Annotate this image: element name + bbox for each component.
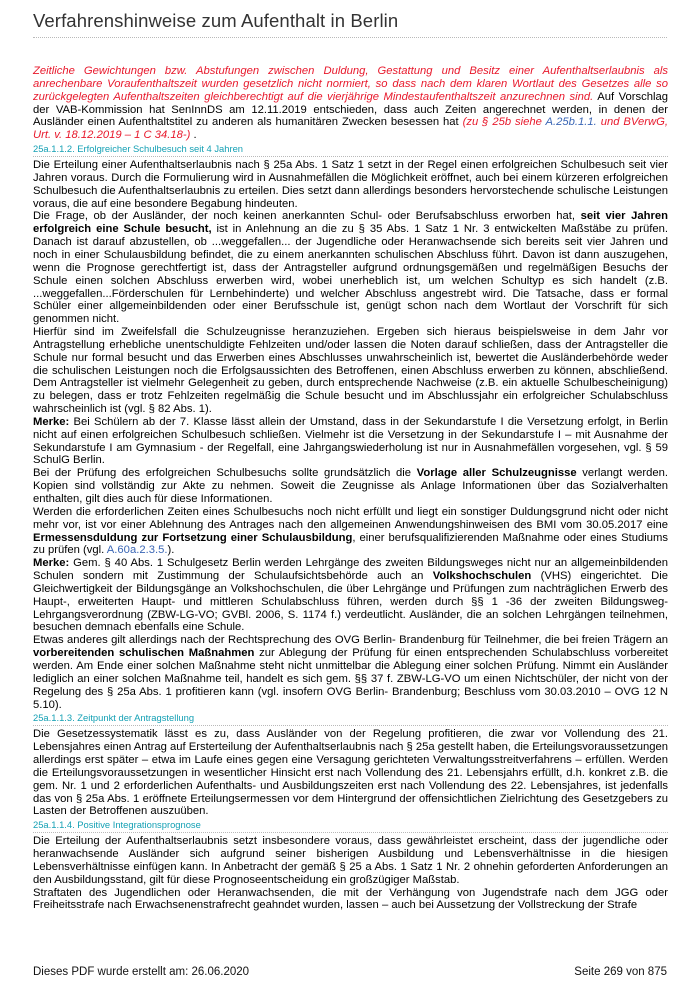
footer-created-date: Dieses PDF wurde erstellt am: 26.06.2020 — [33, 966, 250, 978]
paragraph: Die Gesetzessystematik lässt es zu, dass Ausländer von der Regelung profitieren, die zwar vor Vollendung des 21. Lebensjahres einen Antrag auf Ersterteilung der Aufenthaltserlaubnis nach § 25a gestellt haben, die Erteilungsvoraussetzungen allerdings erst später – etwa im Laufe eines gegen eine Versagung gerichteten Verwaltungsstreitverfahrens – erfüllen. Werden die Erteilungsvoraussetzungen in wesentlicher Hinsicht erst nach Vollendung des 21. Lebensjahrs erfüllt, d.h. konkret z.B. die gem. Nr. 1 und 2 erforderlichen Aufenthalts- und Ausbildungszeiten erst nach Vollendung des 22. Lebensjahres, ist jedenfalls das von § 25a Abs. 1 eröffnete Erteilungsermessen vor dem Hintergrund der offensichtlichen Zielrichtung des Gesetzgebers zu Lasten der Betroffenen auszuüben. — [33, 728, 668, 818]
text: Bei der Prüfung des erfolgreichen Schulbesuchs sollte grundsätzlich die — [33, 467, 417, 480]
text: (VHS) eingerichtet. Die Gleichwertigkeit der Bildungsgänge an Volkshochschulen, die über Lehrgänge und Prüfungen zum nachträglichen Erwerb des Haupt-, erweiterten Haupt- und mittleren Schulabschluss führen, werden durch §§ 1 -36 der zweiten Bildungsweg- Lehrgangsverordnung (ZBW-LG-VO; GVBl. 2006, S. 1174 f.) verdeutlicht. Ausländer, die an solchen Lehrgängen teilnehmen, besuchen demnach ebenfalls eine Schule. — [33, 570, 668, 634]
paragraph: Die Erteilung der Aufenthaltserlaubnis setzt insbesondere voraus, dass gewährleistet erscheint, dass der jugendliche oder heranwachsende Ausländer sich aufgrund seiner bisherigen Ausbildung und Lebensverhältnisse in die hiesigen Lebensverhältnisse einfügen kann. In Anbetracht der gemäß § 25 a Abs. 1 Satz 1 Nr. 2 ohnehin geforderten Anforderungen an den Ausbildungsstand, gilt für diese Prognoseentscheidung ein großzügiger Maßstab. — [33, 835, 668, 886]
paragraph — [33, 467, 668, 506]
page-footer — [33, 966, 667, 978]
paragraph — [33, 634, 668, 711]
intro-ref-b: und BVerwG, Urt. v. 18.12.2019 – 1 C 34.18-) — [33, 116, 668, 142]
page-title: Verfahrenshinweise zum Aufenthalt in Berlin — [33, 10, 667, 38]
link-a25b[interactable]: A.25b.1.1. — [545, 116, 597, 129]
text: ). — [167, 544, 175, 557]
text: ist in Anlehnung an die zu § 35 Abs. 1 Satz 1 Nr. 3 entwickelten Maßstäbe zu prüfen. Danach ist darauf abzustellen, ob ...weggefallen... der Jugendliche oder Heranwachsende sich bereits seit vier Jahren und noch in einer Schulausbildung befindet, die zu einem anerkannten schulischen Abschluss führt. Davon ist dann auszugehen, wenn die Prognose gerechtfertigt ist, dass der Antragsteller aufgrund ordnungsgemäßen und regelmäßigen Besuchs der Schule einen solchen Abschluss erwerben wird, wobei unerheblich ist, um welchen Schultyp es sich handelt (z.B. ...weggefallen...Förderschulen für Lernbehinderte) und welcher Abschluss angestrebt wird. Die Tatsache, dass er formal Schüler einer allgemeinbildenden oder einer Berufsschule ist, genügt schon nach dem Wortlaut der Vorschrift für sich genommen nicht. — [33, 223, 668, 326]
document-body — [33, 65, 668, 912]
intro-black-text: Auf Vorschlag der VAB-Kommission hat SenInnDS am 12.11.2019 entschieden, dass auch Zeiten angerechnet werden, in denen der Ausländer einen Aufenthaltstitel zu anderen als humanitären Zwecken besessen hat — [33, 90, 668, 129]
text: Werden die erforderlichen Zeiten eines Schulbesuchs noch nicht erfüllt und liegt ein sonstiger Duldungsgrund nicht oder nicht mehr vor, ist vor einer Ablehnung des Antrages nach den allgemeinen Anwendungshinweisen des BMI vom 30.05.2017 eine — [33, 505, 668, 531]
text: Bei Schülern ab der 7. Klasse lässt allein der Umstand, dass in der Sekundarstufe I die Versetzung erfolgt, in Berlin nicht auf einen erfolgreichen Schulbesuch schließen. Vielmehr ist die Versetzung in der Sekundarstufe I – mit Ausnahme der Sekundarstufe I am Gymnasium - der Regelfall, eine Jahrgangswiederholung ist nur in Ausnahmefällen vorgesehen, vgl. § 59 SchulG Berlin. — [33, 415, 668, 467]
section-heading-25a-1-1-3: 25a.1.1.3. Zeitpunkt der Antragstellung — [33, 712, 668, 726]
intro-ref-a: (zu § 25b siehe — [462, 116, 546, 129]
section-heading-25a-1-1-2: 25a.1.1.2. Erfolgreicher Schulbesuch seit 4 Jahren — [33, 143, 668, 157]
merke-paragraph — [33, 557, 668, 634]
text: Gem. § 40 Abs. 1 Schulgesetz Berlin werden Lehrgänge des zweiten Bildungsweges nicht nur an allgemeinbildenden Schulen sondern mit Zustimmung der Schulaufsichtsbehörde auch an — [33, 557, 668, 583]
text: Etwas anderes gilt allerdings nach der Rechtsprechung des OVG Berlin- Brandenburg für Teilnehmer, die bei freien Trägern an — [33, 634, 668, 647]
merke-label: Merke: — [33, 557, 70, 570]
intro-red-text: Zeitliche Gewichtungen bzw. Abstufungen zwischen Duldung, Gestattung und Besitz einer Aufenthaltserlaubnis als anrechenbare Voraufenthaltszeit wurden gesetzlich nicht normiert, so dass nach dem klaren Wortlaut des Gesetzes alle so zurückgelegten Aufenthaltszeiten gleichberechtigt auf die vierjährige Mindestaufenthaltszeit anzurechnen sind. — [33, 65, 668, 103]
link-a60a[interactable]: A.60a.2.3.5. — [106, 544, 168, 557]
merke-label: Merke: — [33, 415, 70, 428]
paragraph: Straftaten des Jugendlichen oder Heranwachsenden, die mit der Verhängung von Jugendstrafe nach dem JGG oder Freiheitsstrafe nach Erwachsenenstrafrecht geahndet wurden, lassen – auch bei Aussetzung der Vollstreckung der Strafe — [33, 886, 668, 912]
paragraph — [33, 506, 668, 557]
text: , einer berufsqualifizierenden Maßnahme oder eines Studiums zu prüfen (vgl. — [33, 531, 668, 557]
text: Die Frage, ob der Ausländer, der noch keinen anerkannten Schul- oder Berufsabschluss erworben hat, — [33, 210, 581, 223]
footer-page-number: Seite 269 von 875 — [574, 966, 667, 978]
intro-paragraph — [33, 65, 668, 142]
paragraph — [33, 210, 668, 326]
section-heading-25a-1-1-4: 25a.1.1.4. Positive Integrationsprognose — [33, 819, 668, 833]
bold-text: seit vier Jahren erfolgreich eine Schule besucht, — [33, 210, 669, 236]
merke-paragraph — [33, 416, 668, 467]
paragraph: Hierfür sind im Zweifelsfall die Schulzeugnisse heranzuziehen. Ergeben sich hieraus beispielsweise in dem Jahr vor Antragstellung erhebliche unentschuldigte Fehlzeiten und/oder lassen die Noten darauf schließen, dass der Antragsteller die Schule nur formal besucht und das Erwerben eines Abschlusses unwahrscheinlich ist, bewertet die Ausländerbehörde weder die schulischen Leistungen noch die Erfolgsaussichten des Betroffenen, einen Abschluss erwerben zu können, abschließend. Dem Antragsteller ist vielmehr Gelegenheit zu geben, durch entsprechende Nachweise (z.B. ein aktuelle Schulbescheinigung) zu belegen, dass er trotz Fehlzeiten regelmäßig die Schule besucht und im Abschlussjahr ein erfolgreicher Schulabschluss wahrscheinlich ist (vgl. § 82 Abs. 1). — [33, 326, 668, 416]
intro-end: . — [190, 129, 197, 142]
bold-text: vorbereitenden schulischen Maßnahmen — [33, 647, 255, 660]
bold-text: Vorlage aller Schulzeugnisse — [416, 467, 577, 480]
bold-text: Ermessensduldung zur Fortsetzung einer Schulausbildung — [33, 531, 353, 544]
bold-text: Volkshochschulen — [432, 570, 532, 583]
text: verlangt werden. Kopien sind vollständig zur Akte zu nehmen. Soweit die Zeugnisse als Anlage Informationen über das Sozialverhalten enthalten, gilt dies auch für diese Informationen. — [33, 467, 668, 505]
text: zur Ablegung der Prüfung für einen entsprechenden Schulabschluss vorbereitet werden. Am Ende einer solchen Maßnahme steht nicht unmittelbar die Ablegung einer solchen Prüfung. Nimmt ein Ausländer lediglich an einer solchen Maßnahme teil, handelt es sich gem. §§ 37 f. ZBW-LG-VO um einen Nichtschüler, der nicht von der Regelung des § 25a Abs. 1 profitieren kann (vgl. insofern OVG Berlin- Brandenburg; Beschluss vom 30.03.2010 – OVG 12 N 5.10). — [33, 647, 668, 711]
paragraph: Die Erteilung einer Aufenthaltserlaubnis nach § 25a Abs. 1 Satz 1 setzt in der Regel einen erfolgreichen Schulbesuch seit vier Jahren voraus. Durch die Formulierung wird in Ausnahmefällen die Möglichkeit eröffnet, auch bei einem kürzeren erfolgreichen Schulbesuch die Aufenthaltserlaubnis zu erteilen. Dies setzt dann allerdings besonders hervorstechende schulische Leistungen voraus, die auf eine besondere Begabung hindeuten. — [33, 159, 668, 210]
